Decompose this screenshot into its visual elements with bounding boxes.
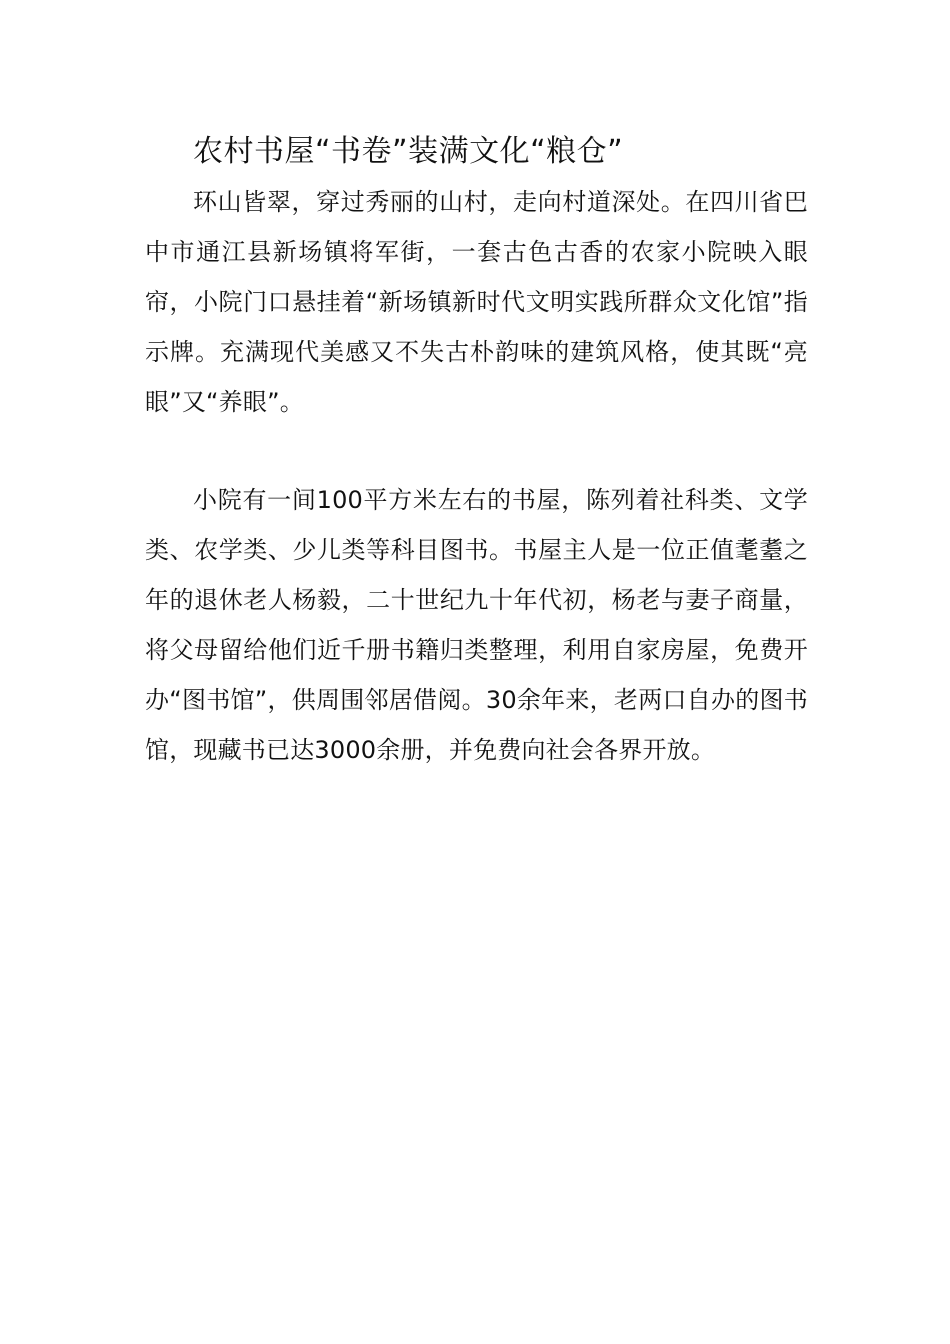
- article-paragraph-1: 环山皆翠，穿过秀丽的山村，走向村道深处。在四川省巴中市通江县新场镇将军街，一套古色古香的农家小院映入眼帘，小院门口悬挂着“新场镇新时代文明实践所群众文化馆”指示牌。充满现代美感又不失古朴韵味的建筑风格，使其既“亮眼”又“养眼”。: [145, 188, 808, 416]
- article-paragraph-2: 小院有一间100平方米左右的书屋，陈列着社科类、文学类、农学类、少儿类等科目图书。书屋主人是一位正值耄耋之年的退休老人杨毅，二十世纪九十年代初，杨老与妻子商量，将父母留给他们近千册书籍归类整理，利用自家房屋，免费开办“图书馆”，供周围邻居借阅。30余年来，老两口自办的图书馆，现藏书已达3000余册，并免费向社会各界开放。: [145, 486, 808, 764]
- article-title: 农村书屋“书卷”装满文化“粮仓”: [193, 134, 624, 169]
